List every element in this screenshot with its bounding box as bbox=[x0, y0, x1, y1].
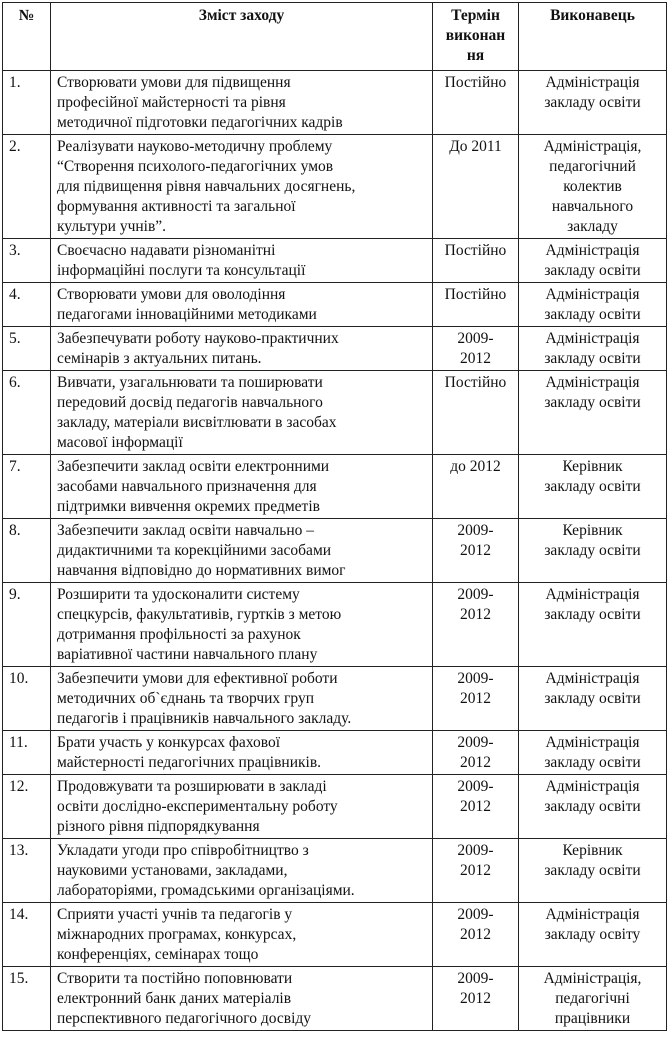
executor bbox=[519, 519, 667, 583]
executor bbox=[519, 135, 667, 239]
activity-line: лабораторіями, громадськими організаціями. bbox=[57, 882, 355, 899]
deadline bbox=[433, 327, 519, 371]
table-row bbox=[3, 71, 667, 135]
table-row bbox=[3, 903, 667, 967]
executor-line: Керівник bbox=[562, 458, 623, 475]
executor bbox=[519, 71, 667, 135]
deadline-line: 2012 bbox=[460, 862, 491, 879]
header-term bbox=[433, 3, 519, 71]
activity-content bbox=[51, 583, 433, 667]
executor-line: закладу освіти bbox=[544, 394, 641, 411]
activity-content bbox=[51, 667, 433, 731]
activity-line: Укладати угоди про співробітництво з bbox=[57, 842, 309, 859]
activity-line: методичних об`єднань та творчих груп bbox=[57, 690, 314, 707]
executor-line: закладу освіти bbox=[544, 262, 641, 279]
executor bbox=[519, 903, 667, 967]
table-row bbox=[3, 731, 667, 775]
activity-content bbox=[51, 455, 433, 519]
deadline bbox=[433, 967, 519, 1031]
deadline-line: Постійно bbox=[444, 374, 507, 391]
table-row bbox=[3, 967, 667, 1031]
executor-line: закладу освіти bbox=[544, 690, 641, 707]
deadline-line: До 2011 bbox=[449, 138, 502, 155]
activity-line: міжнародних програмах, конкурсах, bbox=[57, 926, 297, 943]
activity-line: майстерності педагогічних працівників. bbox=[57, 754, 322, 771]
header-executor: Виконавець bbox=[519, 3, 667, 71]
activity-line: дидактичними та корекційними засобами bbox=[57, 542, 332, 559]
deadline-line: Постійно bbox=[444, 286, 507, 303]
activity-content bbox=[51, 71, 433, 135]
activity-line: підтримки вивчення окремих предметів bbox=[57, 498, 320, 515]
activity-line: різного рівня підпорядкування bbox=[57, 818, 260, 835]
executor-line: Адміністрація bbox=[545, 242, 640, 259]
activity-content bbox=[51, 839, 433, 903]
deadline-line: 2009- bbox=[457, 842, 494, 859]
activity-content bbox=[51, 519, 433, 583]
activity-line: Продовжувати та розширювати в закладі bbox=[57, 778, 327, 795]
activity-line: конференціях, семінарах тощо bbox=[57, 946, 259, 963]
executor-line: педагогічні bbox=[555, 990, 630, 1007]
executor bbox=[519, 371, 667, 455]
activity-line: семінарів з актуальних питань. bbox=[57, 350, 262, 367]
activity-line: Забезпечити умови для ефективної роботи bbox=[57, 670, 338, 687]
executor-line: Адміністрація bbox=[545, 286, 640, 303]
executor-line: Керівник bbox=[562, 842, 623, 859]
executor-line: закладу освіти bbox=[544, 798, 641, 815]
deadline-line: Постійно bbox=[444, 242, 507, 259]
activity-line: перспективного педагогічного досвіду bbox=[57, 1010, 312, 1027]
activity-line: засобами навчального призначення для bbox=[57, 478, 317, 495]
deadline-line: 2012 bbox=[460, 690, 491, 707]
deadline bbox=[433, 583, 519, 667]
deadline bbox=[433, 371, 519, 455]
deadline-line: 2012 bbox=[460, 926, 491, 943]
deadline bbox=[433, 283, 519, 327]
executor-line: Керівник bbox=[562, 522, 623, 539]
activity-line: для підвищення рівня навчальних досягнень, bbox=[57, 178, 356, 195]
executor bbox=[519, 731, 667, 775]
header-num: № bbox=[3, 3, 51, 71]
executor bbox=[519, 283, 667, 327]
header-task: Зміст заходу bbox=[51, 3, 433, 71]
executor-line: Адміністрація, bbox=[543, 138, 642, 155]
activity-content bbox=[51, 283, 433, 327]
table-row bbox=[3, 583, 667, 667]
deadline bbox=[433, 455, 519, 519]
deadline-line: до 2012 bbox=[450, 458, 501, 475]
deadline bbox=[433, 519, 519, 583]
row-number: 15. bbox=[3, 967, 51, 1031]
header-row bbox=[3, 3, 667, 71]
activity-line: Створювати умови для підвищення bbox=[57, 74, 291, 91]
activity-content bbox=[51, 775, 433, 839]
activity-line: масової інформації bbox=[57, 434, 183, 451]
activity-line: Забезпечити заклад освіти електронними bbox=[57, 458, 330, 475]
executor-line: закладу освіти bbox=[544, 94, 641, 111]
executor-line: закладу освіти bbox=[544, 542, 641, 559]
executor bbox=[519, 667, 667, 731]
deadline bbox=[433, 135, 519, 239]
activity-line: науковими установами, закладами, bbox=[57, 862, 288, 879]
activity-content bbox=[51, 967, 433, 1031]
deadline-line: 2012 bbox=[460, 990, 491, 1007]
executor-line: Адміністрація, bbox=[543, 970, 642, 987]
activity-content bbox=[51, 135, 433, 239]
executor bbox=[519, 583, 667, 667]
deadline-line: Постійно bbox=[444, 74, 507, 91]
table-row bbox=[3, 135, 667, 239]
row-number: 10. bbox=[3, 667, 51, 731]
activity-line: закладу, матеріали висвітлювати в засобах bbox=[57, 414, 337, 431]
row-number: 6. bbox=[3, 371, 51, 455]
activity-line: варіативної частини навчального плану bbox=[57, 646, 318, 663]
executor-line: Адміністрація bbox=[545, 778, 640, 795]
row-number: 2. bbox=[3, 135, 51, 239]
deadline-line: 2009- bbox=[457, 522, 494, 539]
table-row bbox=[3, 519, 667, 583]
executor bbox=[519, 839, 667, 903]
executor-line: закладу освіту bbox=[544, 926, 641, 943]
executor-line: Адміністрація bbox=[545, 906, 640, 923]
executor-line: закладу освіти bbox=[544, 606, 641, 623]
deadline-line: 2012 bbox=[460, 606, 491, 623]
deadline-line: 2009- bbox=[457, 586, 494, 603]
table-row bbox=[3, 283, 667, 327]
deadline-line: 2009- bbox=[457, 906, 494, 923]
activity-line: культури учнів”. bbox=[57, 218, 167, 235]
table-row bbox=[3, 327, 667, 371]
activity-line: Вивчати, узагальнювати та поширювати bbox=[57, 374, 323, 391]
table-body bbox=[3, 71, 667, 1031]
row-number: 12. bbox=[3, 775, 51, 839]
executor-line: навчального bbox=[551, 198, 634, 215]
row-number: 4. bbox=[3, 283, 51, 327]
row-number: 3. bbox=[3, 239, 51, 283]
activity-line: спецкурсів, факультативів, гуртків з метою bbox=[57, 606, 342, 623]
activity-content bbox=[51, 239, 433, 283]
activity-line: освіти дослідно-експериментальну роботу bbox=[57, 798, 338, 815]
activity-line: інформаційні послуги та консультації bbox=[57, 262, 306, 279]
deadline-line: 2009- bbox=[457, 970, 494, 987]
activity-line: методичної підготовки педагогічних кадрів bbox=[57, 114, 343, 131]
executor-line: закладу освіти bbox=[544, 754, 641, 771]
row-number: 8. bbox=[3, 519, 51, 583]
activity-line: Реалізувати науково-методичну проблему bbox=[57, 138, 333, 155]
row-number: 5. bbox=[3, 327, 51, 371]
deadline-line: 2012 bbox=[460, 754, 491, 771]
executor-line: Адміністрація bbox=[545, 734, 640, 751]
activity-line: педагогів і працівників навчального закладу. bbox=[57, 710, 352, 727]
table-row bbox=[3, 775, 667, 839]
table-row bbox=[3, 239, 667, 283]
row-number: 1. bbox=[3, 71, 51, 135]
table-row bbox=[3, 839, 667, 903]
executor-line: працівники bbox=[554, 1010, 631, 1027]
activity-line: Забезпечувати роботу науково-практичних bbox=[57, 330, 339, 347]
deadline bbox=[433, 775, 519, 839]
activity-content bbox=[51, 371, 433, 455]
executor-line: закладу освіти bbox=[544, 350, 641, 367]
deadline bbox=[433, 239, 519, 283]
activity-line: Сприяти участі учнів та педагогів у bbox=[57, 906, 293, 923]
deadline bbox=[433, 731, 519, 775]
table-row bbox=[3, 371, 667, 455]
deadline bbox=[433, 839, 519, 903]
executor bbox=[519, 239, 667, 283]
executor-line: закладу освіти bbox=[544, 862, 641, 879]
header-term-line: ня bbox=[466, 47, 485, 64]
table-row bbox=[3, 455, 667, 519]
activity-line: дотримання профільності за рахунок bbox=[57, 626, 301, 643]
executor bbox=[519, 775, 667, 839]
executor-line: закладу освіти bbox=[544, 306, 641, 323]
deadline bbox=[433, 667, 519, 731]
deadline-line: 2012 bbox=[460, 350, 491, 367]
activity-line: передовий досвід педагогів навчального bbox=[57, 394, 323, 411]
executor-line: Адміністрація bbox=[545, 74, 640, 91]
table-row bbox=[3, 667, 667, 731]
executor-line: закладу освіти bbox=[544, 478, 641, 495]
executor bbox=[519, 327, 667, 371]
executor bbox=[519, 967, 667, 1031]
activity-line: професійної майстерності та рівня bbox=[57, 94, 286, 111]
row-number: 14. bbox=[3, 903, 51, 967]
deadline bbox=[433, 71, 519, 135]
deadline bbox=[433, 903, 519, 967]
activity-line: електронний банк даних матеріалів bbox=[57, 990, 292, 1007]
row-number: 7. bbox=[3, 455, 51, 519]
activity-line: формування активності та загальної bbox=[57, 198, 296, 215]
activity-line: Розширити та удосконалити систему bbox=[57, 586, 300, 603]
header-term-line: виконан bbox=[445, 27, 506, 44]
executor-line: Адміністрація bbox=[545, 330, 640, 347]
activity-line: Своєчасно надавати різноманітні bbox=[57, 242, 276, 259]
activity-line: Створювати умови для оволодіння bbox=[57, 286, 286, 303]
row-number: 13. bbox=[3, 839, 51, 903]
executor-line: закладу bbox=[567, 218, 618, 235]
row-number: 9. bbox=[3, 583, 51, 667]
executor-line: Адміністрація bbox=[545, 586, 640, 603]
activity-line: Забезпечити заклад освіти навчально – bbox=[57, 522, 315, 539]
executor-line: педагогічний bbox=[549, 158, 636, 175]
executor-line: Адміністрація bbox=[545, 670, 640, 687]
header-term-line: Термін bbox=[451, 7, 500, 24]
deadline-line: 2012 bbox=[460, 798, 491, 815]
activity-content bbox=[51, 731, 433, 775]
row-number: 11. bbox=[3, 731, 51, 775]
deadline-line: 2012 bbox=[460, 542, 491, 559]
executor-line: Адміністрація bbox=[545, 374, 640, 391]
activity-line: Створити та постійно поповнювати bbox=[57, 970, 293, 987]
activity-line: Брати участь у конкурсах фахової bbox=[57, 734, 280, 751]
deadline-line: 2009- bbox=[457, 734, 494, 751]
activity-line: педагогами інноваційними методиками bbox=[57, 306, 317, 323]
deadline-line: 2009- bbox=[457, 670, 494, 687]
executor bbox=[519, 455, 667, 519]
activity-content bbox=[51, 327, 433, 371]
deadline-line: 2009- bbox=[457, 778, 494, 795]
activity-plan-table bbox=[2, 2, 667, 1031]
executor-line: колектив bbox=[563, 178, 622, 195]
activity-line: “Створення психолого-педагогічних умов bbox=[57, 158, 334, 175]
deadline-line: 2009- bbox=[457, 330, 494, 347]
activity-line: навчання відповідно до нормативних вимог bbox=[57, 562, 346, 579]
activity-content bbox=[51, 903, 433, 967]
